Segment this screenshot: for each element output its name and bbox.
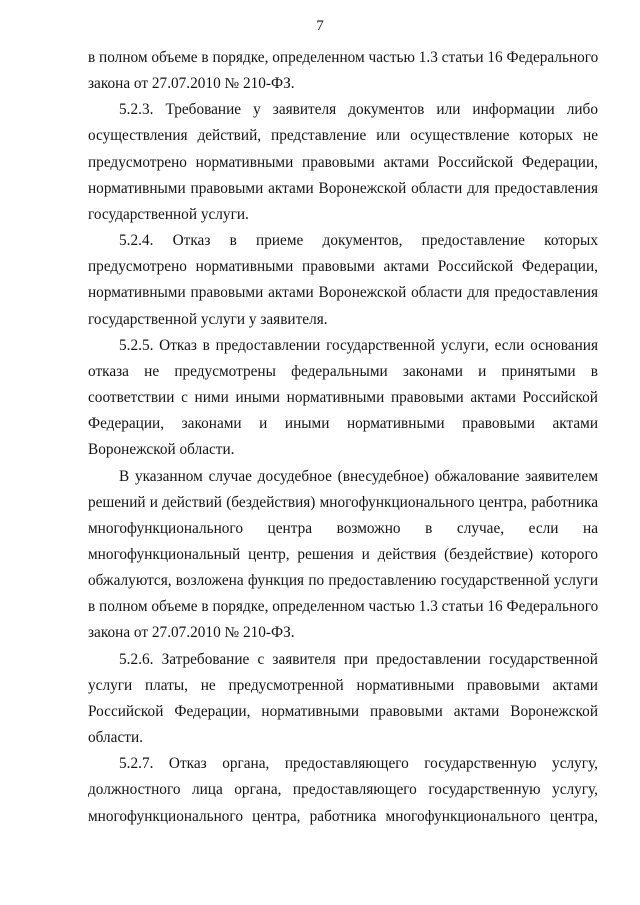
text-line: государственной услуги у заявителя. — [88, 310, 328, 328]
text-line: многофункционального центра возможно в случае, если на — [88, 519, 598, 537]
text-line: закона от 27.07.2010 № 210-ФЗ. — [88, 624, 295, 642]
text-line: Воронежской области. — [88, 441, 235, 459]
text-line: обжалуются, возложена функция по предоставлению государственной услуги — [88, 572, 598, 590]
text-line: 5.2.7. Отказ органа, предоставляющего государственную услугу, — [119, 755, 598, 773]
text-line: государственной услуги. — [88, 205, 249, 223]
text-line: в полном объеме в порядке, определенном частью 1.3 статьи 16 Федерального — [88, 598, 599, 616]
text-line: закона от 27.07.2010 № 210-ФЗ. — [88, 75, 295, 93]
text-line: услуги платы, не предусмотренной нормативными правовыми актами — [88, 676, 598, 694]
paragraph-5-2-4 — [88, 228, 598, 333]
paragraph-5-2-6 — [88, 647, 598, 752]
text-line: предусмотрено нормативными правовыми актами Российской Федерации, — [88, 153, 598, 171]
text-line: 5.2.5. Отказ в предоставлении государственной услуги, если основания — [119, 336, 598, 354]
page-number: 7 — [316, 18, 324, 34]
text-line: 5.2.6. Затребование с заявителя при предоставлении государственной — [119, 650, 598, 668]
text-line: должностного лица органа, предоставляющего государственную услугу, — [88, 781, 598, 799]
text-line: осуществления действий, представление или осуществление которых не — [88, 127, 598, 145]
paragraph-5-2-5 — [88, 333, 598, 464]
paragraph-continuation — [88, 45, 598, 97]
text-line: отказа не предусмотрены федеральными законами и принятыми в — [88, 362, 598, 380]
text-line: в полном объеме в порядке, определенном частью 1.3 статьи 16 Федерального — [88, 49, 599, 66]
text-line: предусмотрено нормативными правовыми актами Российской Федерации, — [88, 258, 598, 276]
text-line: 5.2.3. Требование у заявителя документов или информации либо — [119, 101, 598, 119]
text-line: Федерации, законами и иными нормативными правовыми актами — [88, 415, 598, 433]
text-line: В указанном случае досудебное (внесудебное) обжалование заявителем — [119, 467, 598, 485]
text-line: Российской Федерации, нормативными правовыми актами Воронежской — [88, 702, 598, 720]
paragraph-5-2-7 — [88, 751, 598, 829]
text-line: многофункциональный центр, решения и действия (бездействие) которого — [88, 545, 598, 563]
text-line: области. — [88, 729, 143, 747]
text-line: многофункционального центра, работника многофункционального центра, — [88, 807, 598, 825]
text-line: нормативными правовыми актами Воронежской области для предоставления — [88, 284, 598, 302]
text-line: нормативными правовыми актами Воронежской области для предоставления — [88, 179, 598, 197]
document-body — [88, 45, 598, 830]
text-line: соответствии с ними иными нормативными правовыми актами Российской — [88, 389, 598, 407]
paragraph-5-2-3 — [88, 97, 598, 228]
text-line: 5.2.4. Отказ в приеме документов, предоставление которых — [119, 232, 598, 250]
text-line: решений и действий (бездействия) многофункционального центра, работника — [88, 493, 598, 511]
paragraph-mfc-appeal — [88, 464, 598, 647]
